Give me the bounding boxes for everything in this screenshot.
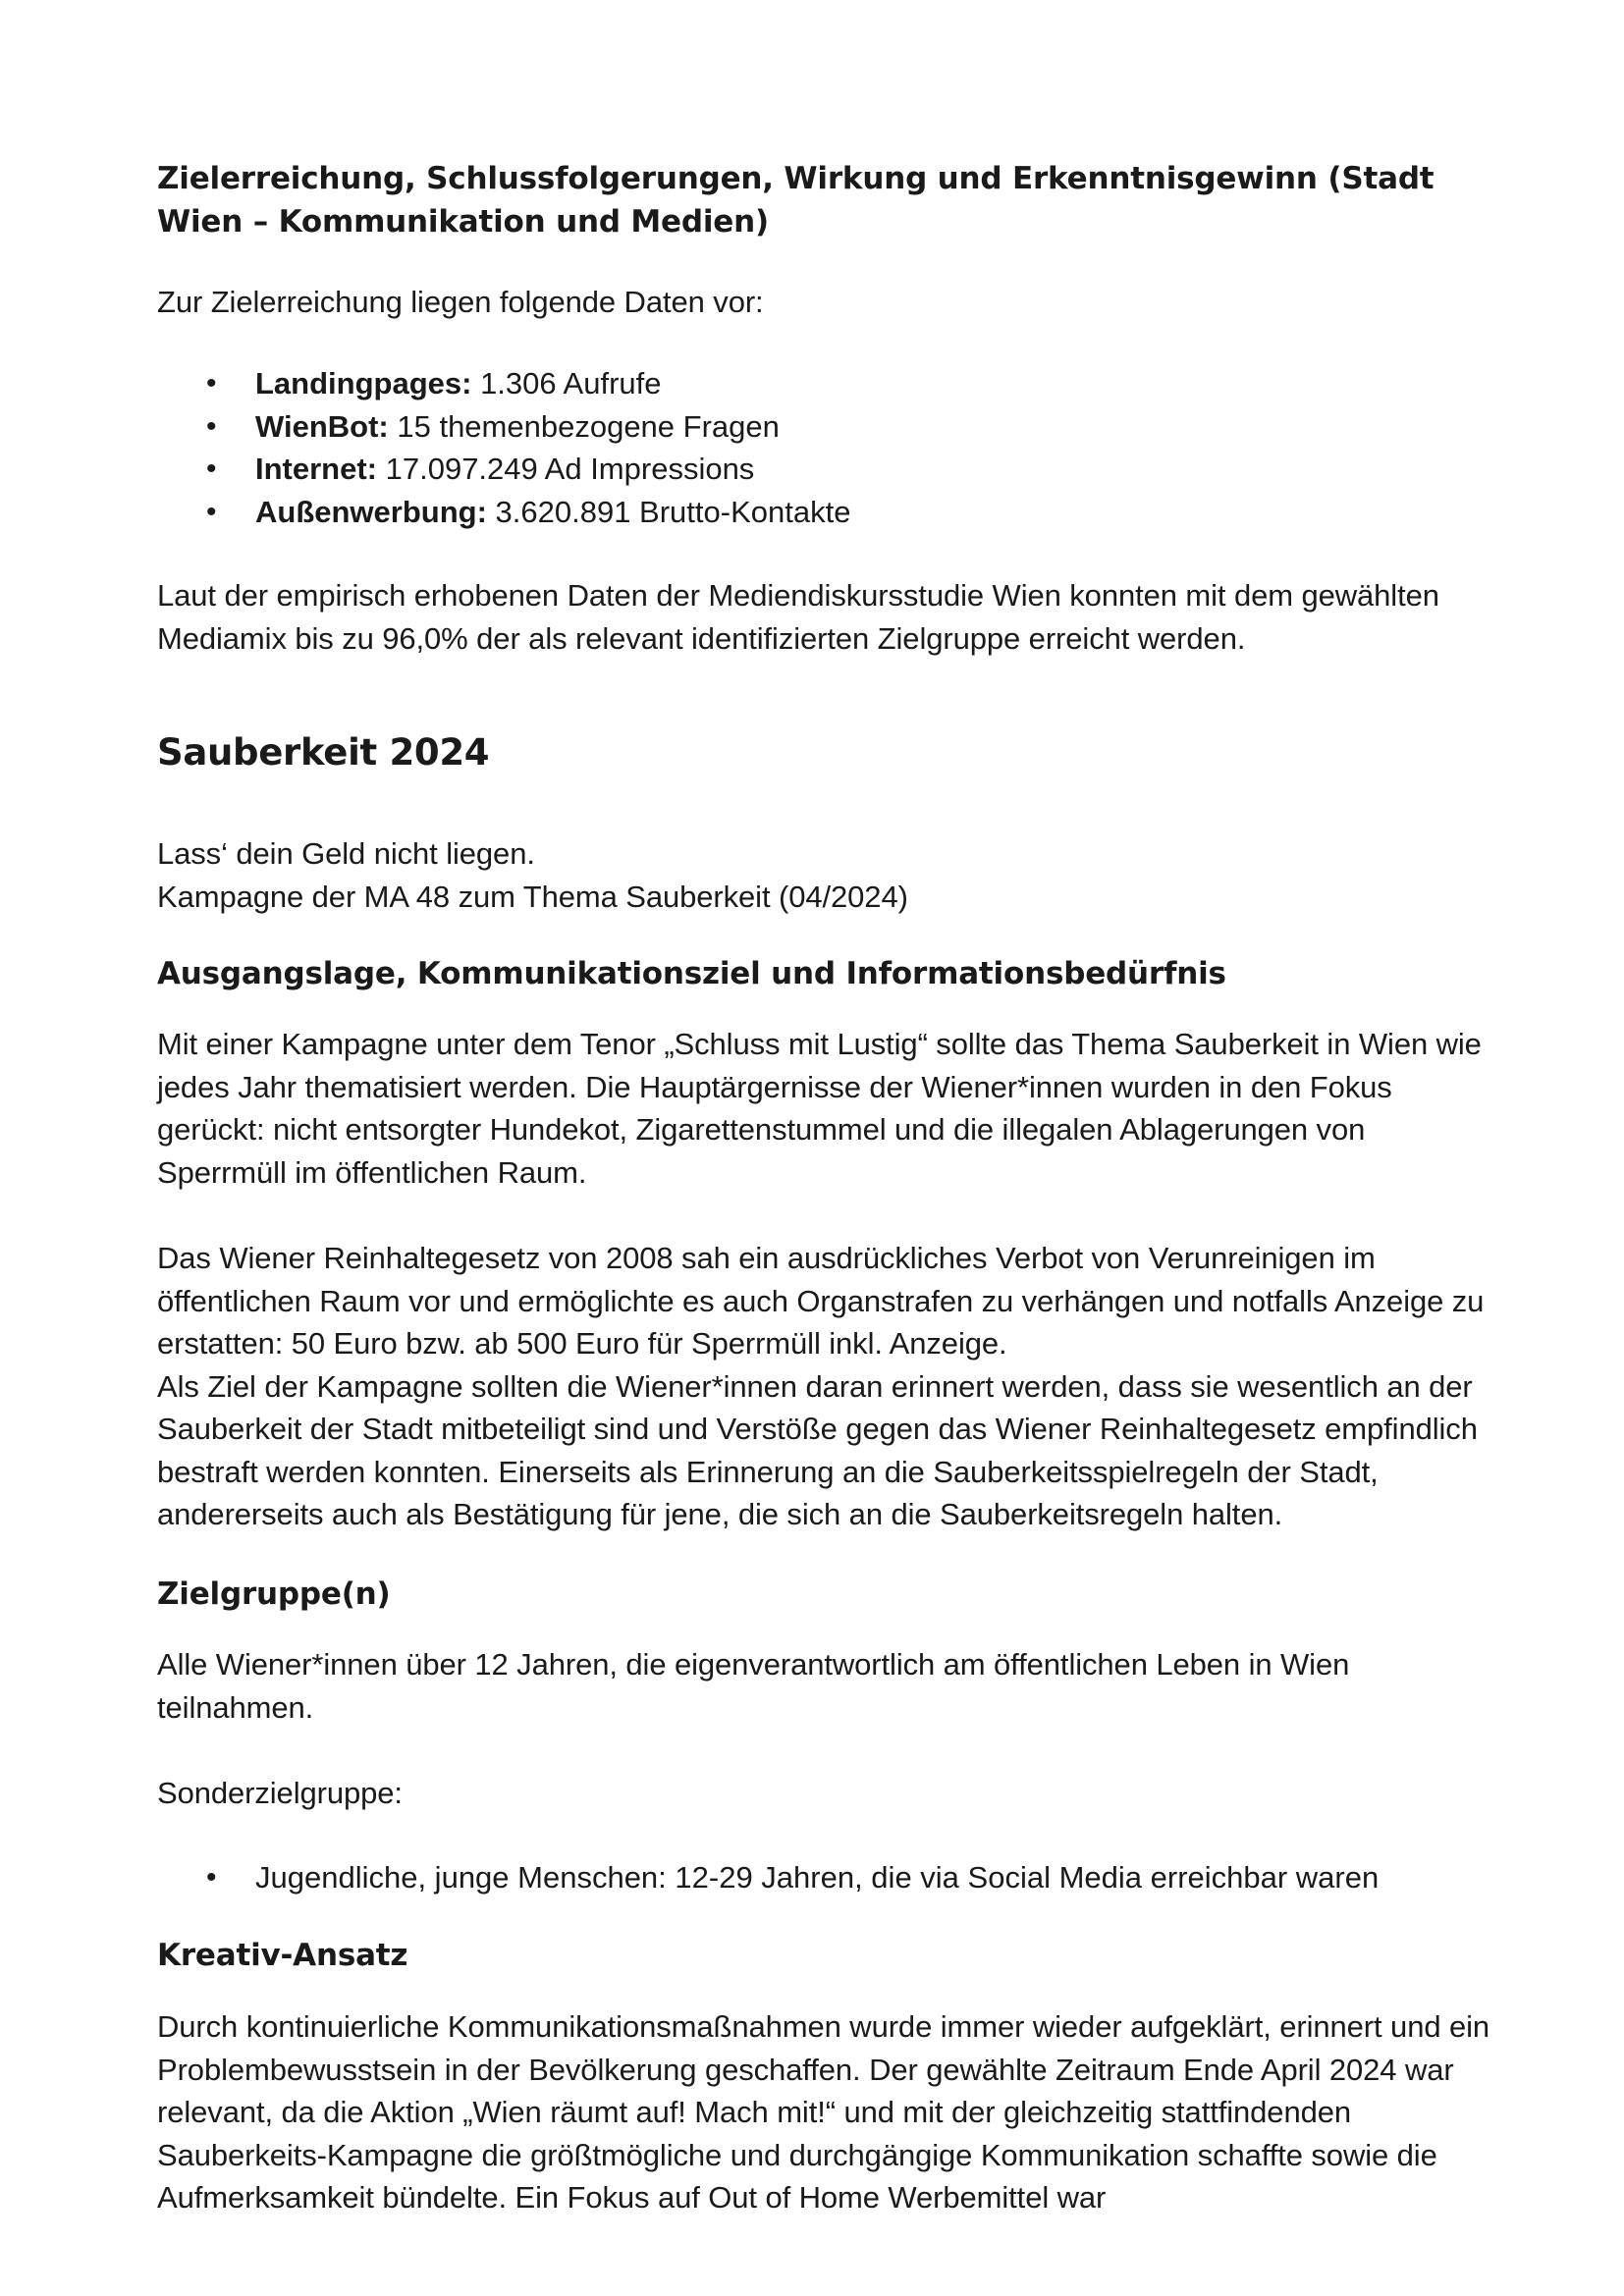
initial-situation-para3: Als Ziel der Kampagne sollten die Wiener*innen daran erinnert werden, dass sie wesentlich an der Sauberkeit der Stadt mitbeteiligt sind und Verstöße gegen das Wiener Reinhaltegesetz empfindlich bestraft werden konnten. Einerseits als Erinnerung an die Sauberkeitsspielregeln der Stadt, andererseits auch als Bestätigung für jene, die sich an die Sauberkeitsregeln halten. bbox=[157, 1368, 1478, 1531]
section-heading-target-groups: Zielgruppe(n) bbox=[157, 1576, 391, 1612]
goal-intro-block bbox=[157, 281, 1492, 324]
section-heading-creative-approach: Kreativ-Ansatz bbox=[157, 1938, 408, 1973]
list-item bbox=[157, 491, 1492, 534]
target-groups-para1-block bbox=[157, 1643, 1492, 1729]
metric-value: 1.306 Aufrufe bbox=[471, 366, 662, 400]
goal-metrics-list bbox=[157, 362, 1492, 533]
goal-summary-block bbox=[157, 574, 1492, 660]
creative-approach-para1: Durch kontinuierliche Kommunikationsmaßnahmen wurde immer wieder aufgeklärt, erinnert und ein Problembewusstsein in der Bevölkerung geschaffen. Der gewählte Zeitraum Ende April 2024 war relevant, da die Aktion „Wien räumt auf! Mach mit!“ und mit der gleichzeitig stattfindenden Sauberkeits-Kampagne die größtmögliche und durchgängige Kommunikation schaffte sowie die Aufmerksamkeit bündelte. Ein Fokus auf Out of Home Werbemittel war bbox=[157, 2009, 1490, 2215]
list-item bbox=[157, 405, 1492, 449]
metric-label: WienBot: bbox=[255, 408, 389, 444]
initial-situation-para1: Mit einer Kampagne unter dem Tenor „Schluss mit Lustig“ sollte das Thema Sauberkeit in Wien wie jedes Jahr thematisiert werden. Die Hauptärgernisse der Wiener*innen wurden in den Fokus gerückt: nicht entsorgter Hundekot, Zigarettenstummel und die illegalen Ablagerungen von Sperrmüll im öffentlichen Raum. bbox=[157, 1027, 1482, 1190]
section-heading-initial-situation: Ausgangslage, Kommunikationsziel und Informationsbedürfnis bbox=[157, 956, 1226, 991]
metric-label: Landingpages: bbox=[255, 366, 472, 400]
metric-value: 17.097.249 Ad Impressions bbox=[377, 452, 755, 486]
metric-value: 15 themenbezogene Fragen bbox=[388, 408, 780, 444]
campaign-subtitle-line2: Kampagne der MA 48 zum Thema Sauberkeit (04/2024) bbox=[157, 879, 908, 914]
campaign-title-block bbox=[157, 730, 1492, 775]
target-groups-para1: Alle Wiener*innen über 12 Jahren, die eigenverantwortlich am öffentlichen Leben in Wien teilnahmen. bbox=[157, 1647, 1350, 1725]
campaign-subtitle-block bbox=[157, 832, 1492, 918]
initial-situation-para2: Das Wiener Reinhaltegesetz von 2008 sah ein ausdrückliches Verbot von Verunreinigen im öffentlichen Raum vor und ermöglichte es auch Organstrafen zu verhängen und notfalls Anzeige zu erstatten: 50 Euro bzw. ab 500 Euro für Sperrmüll inkl. Anzeige. bbox=[157, 1241, 1485, 1361]
metric-value: 3.620.891 Brutto-Kontakte bbox=[486, 494, 851, 529]
goal-summary-text: Laut der empirisch erhobenen Daten der Mediendiskursstudie Wien konnten mit dem gewählten Mediamix bis zu 96,0% der als relevant identifizierten Zielgruppe erreicht werden. bbox=[157, 578, 1439, 656]
initial-situation-para1-block bbox=[157, 1023, 1492, 1194]
list-item bbox=[157, 448, 1492, 491]
special-target-group-label-block bbox=[157, 1772, 1492, 1815]
goal-intro-text: Zur Zielerreichung liegen folgende Daten vor: bbox=[157, 285, 764, 319]
metric-label: Internet: bbox=[255, 452, 377, 486]
section-initial-situation bbox=[157, 952, 1492, 995]
section-creative-approach bbox=[157, 1934, 1492, 1977]
creative-approach-para-block bbox=[157, 2005, 1492, 2219]
section-heading-goal-achievement: Zielerreichung, Schlussfolgerungen, Wirkung und Erkenntnisgewinn (Stadt Wien – Kommunikation und Medien) bbox=[157, 161, 1435, 240]
special-target-group-list bbox=[157, 1856, 1492, 1899]
initial-situation-para2-block bbox=[157, 1237, 1492, 1536]
metric-label: Außenwerbung: bbox=[255, 494, 487, 529]
special-target-group-label: Sonderzielgruppe: bbox=[157, 1776, 403, 1810]
list-item bbox=[157, 362, 1492, 405]
campaign-subtitle-line1: Lass‘ dein Geld nicht liegen. bbox=[157, 836, 535, 871]
campaign-title: Sauberkeit 2024 bbox=[157, 731, 490, 774]
section-goal-achievement bbox=[157, 157, 1492, 243]
list-item: • Jugendliche, junge Menschen: 12-29 Jahren, die via Social Media erreichbar waren bbox=[157, 1856, 1492, 1899]
section-target-groups bbox=[157, 1573, 1492, 1616]
